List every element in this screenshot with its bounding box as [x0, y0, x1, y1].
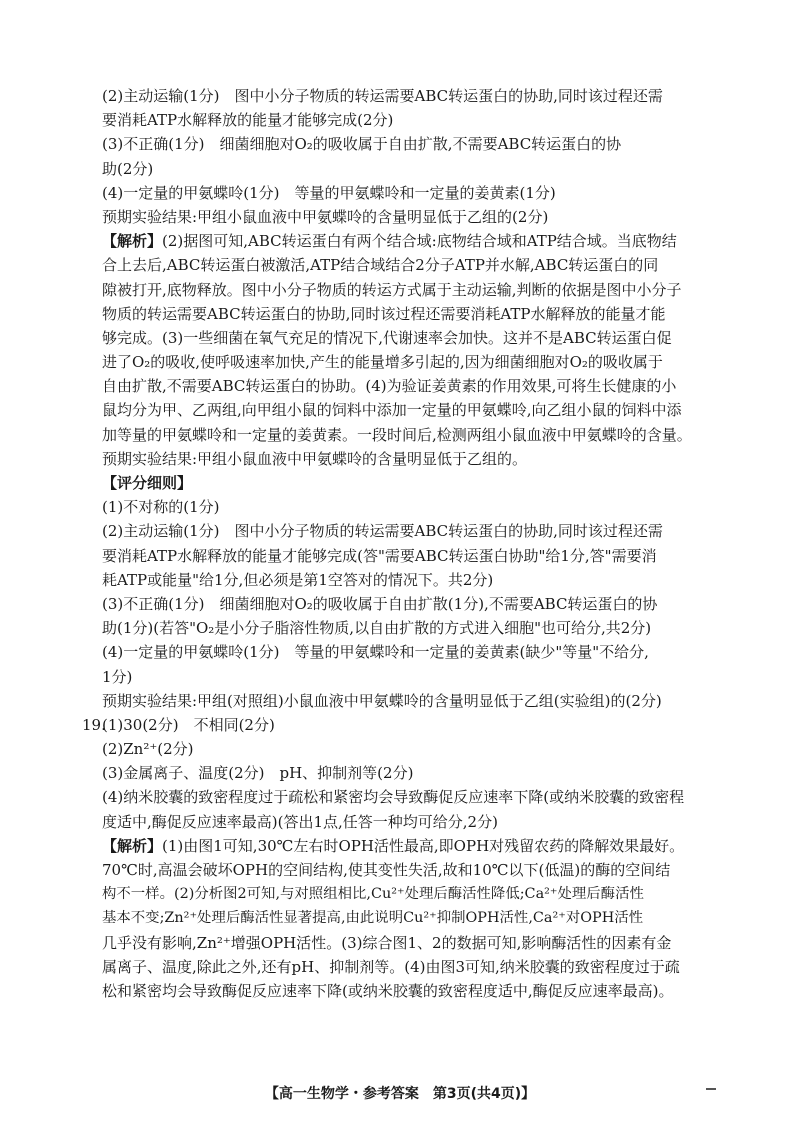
line-text: (2)主动运输(1分) 图中小分子物质的转运需要ABC转运蛋白的协助,同时该过程还需: [102, 87, 663, 105]
line-text: (2)据图可知,ABC转运蛋白有两个结合域:底物结合域和ATP结合域。当底物结: [162, 232, 677, 251]
text-line: [0, 278, 722, 302]
line-text: (2)Zn²⁺(2分): [102, 740, 194, 759]
line-text: 助(1分)(若答"O₂是小分子脂溶性物质,以自由扩散的方式进入细胞"也可给分,共2分): [102, 619, 652, 638]
text-line: [0, 350, 722, 374]
line-text: (1)不对称的(1分): [102, 498, 220, 517]
line-text: 进了O₂的吸收,使呼吸速率加快,产生的能量增多引起的,因为细菌细胞对O₂的吸收属于: [102, 353, 663, 372]
section-label: 【解析】: [102, 836, 163, 855]
line-text: (1)30(2分) 不相同(2分): [102, 715, 275, 734]
line-text: (4)纳米胶囊的致密程度过于疏松和紧密均会导致酶促反应速率下降(或纳米胶囊的致密程: [102, 788, 685, 807]
line-text: 合上去后,ABC转运蛋白被激活,ATP结合域结合2分子ATP并水解,ABC转运蛋白的同: [102, 256, 659, 275]
line-text: 够完成。(3)一些细菌在氧气充足的情况下,代谢速率会加快。这并不是ABC转运蛋白促: [102, 328, 672, 347]
text-line: [0, 447, 722, 471]
text-line: [0, 519, 722, 543]
line-text: 加等量的甲氨蝶呤和一定量的姜黄素。一段时间后,检测两组小鼠血液中甲氨蝶呤的含量。: [102, 425, 692, 444]
line-text: (3)不正确(1分) 细菌细胞对O₂的吸收属于自由扩散(1分),不需要ABC转运蛋白的协: [102, 594, 658, 613]
text-line: [0, 471, 722, 495]
line-text: 预期实验结果:甲组小鼠血液中甲氨蝶呤的含量明显低于乙组的。: [102, 449, 528, 468]
line-text: 预期实验结果:甲组(对照组)小鼠血液中甲氨蝶呤的含量明显低于乙组(实验组)的(2分): [102, 691, 662, 710]
text-line: [0, 931, 722, 955]
text-line: [0, 858, 722, 882]
text-line: [0, 834, 722, 858]
line-text: 70℃时,高温会破坏OPH的空间结构,使其变性失活,故和10℃以下(低温)的酶的空间结: [102, 861, 671, 879]
line-text: 属离子、温度,除此之外,还有pH、抑制剂等。(4)由图3可知,纳米胶囊的致密程度过于疏: [102, 957, 680, 976]
line-text: 度适中,酶促反应速率最高)(答出1点,任答一种均可给分,2分): [102, 812, 498, 831]
text-line: [0, 761, 722, 785]
text-line: [0, 568, 722, 592]
line-text: (4)一定量的甲氨蝶呤(1分) 等量的甲氨蝶呤和一定量的姜黄素(1分): [102, 183, 556, 202]
text-line: [0, 640, 722, 664]
line-text: 构不一样。(2)分析图2可知,与对照组相比,Cu²⁺处理后酶活性降低;Ca²⁺处理后酶活性: [102, 886, 644, 903]
line-text: 鼠均分为甲、乙两组,向甲组小鼠的饲料中添加一定量的甲氨蝶呤,向乙组小鼠的饲料中添: [102, 401, 682, 420]
page-footer: 【高一生物学・参考答案 第3页(共4页)】: [264, 1086, 536, 1102]
text-line: [0, 495, 722, 519]
line-text: (3)金属离子、温度(2分) pH、抑制剂等(2分): [102, 764, 414, 783]
line-text: 几乎没有影响,Zn²⁺增强OPH活性。(3)综合图1、2的数据可知,影响酶活性的因素有金: [102, 933, 672, 952]
text-line: [0, 326, 722, 350]
answer-text-body: [0, 84, 800, 1003]
line-text: (1)由图1可知,30℃左右时OPH活性最高,即OPH对残留农药的降解效果最好。: [162, 836, 685, 855]
text-line: [0, 423, 722, 447]
line-text: (4)一定量的甲氨蝶呤(1分) 等量的甲氨蝶呤和一定量的姜黄素(缺少"等量"不给分,: [102, 643, 649, 662]
text-line: [0, 665, 722, 689]
line-text: 1分): [102, 667, 133, 686]
line-text: 自由扩散,不需要ABC转运蛋白的协助。(4)为验证姜黄素的作用效果,可将生长健康的小: [102, 377, 677, 396]
text-line: [0, 737, 722, 761]
text-line: [0, 205, 722, 229]
text-line: [0, 398, 722, 422]
text-line: [0, 108, 722, 132]
text-line: [0, 979, 722, 1003]
text-line: [0, 181, 722, 205]
line-text: 要消耗ATP水解释放的能量才能够完成(答"需要ABC转运蛋白协助"给1分,答"需要消: [102, 546, 657, 565]
text-line: [0, 229, 722, 253]
line-text: (3)不正确(1分) 细菌细胞对O₂的吸收属于自由扩散,不需要ABC转运蛋白的协: [102, 135, 622, 154]
section-label: 【评分细则】: [102, 474, 193, 492]
question-number: 19.: [82, 715, 106, 734]
line-text: (2)主动运输(1分) 图中小分子物质的转运需要ABC转运蛋白的协助,同时该过程还需: [102, 522, 663, 541]
text-line: [0, 302, 722, 326]
line-text: 基本不变;Zn²⁺处理后酶活性显著提高,由此说明Cu²⁺抑制OPH活性,Ca²⁺对OPH活性: [102, 910, 644, 927]
text-line: [0, 810, 722, 834]
text-line: [0, 84, 722, 108]
text-line: [0, 785, 722, 809]
text-line: [0, 616, 722, 640]
text-line: [0, 157, 722, 181]
line-text: 助(2分): [102, 159, 154, 178]
line-text: 松和紧密均会导致酶促反应速率下降(或纳米胶囊的致密程度适中,酶促反应速率最高)。: [102, 981, 674, 1000]
section-label: 【解析】: [102, 232, 163, 251]
line-text: 要消耗ATP水解释放的能量才能够完成(2分): [102, 111, 394, 130]
scan-mark: [706, 1088, 716, 1090]
text-line: [0, 713, 722, 737]
text-line: [0, 882, 722, 906]
text-line: [0, 689, 722, 713]
line-text: 物质的转运需要ABC转运蛋白的协助,同时该过程还需要消耗ATP水解释放的能量才能: [102, 304, 666, 323]
line-text: 耗ATP或能量"给1分,但必须是第1空答对的情况下。共2分): [102, 570, 494, 589]
text-line: [0, 132, 722, 156]
text-line: [0, 374, 722, 398]
text-line: [0, 544, 722, 568]
text-line: [0, 955, 722, 979]
text-line: [0, 592, 722, 616]
line-text: 预期实验结果:甲组小鼠血液中甲氨蝶呤的含量明显低于乙组的(2分): [102, 207, 549, 226]
text-line: [0, 906, 722, 930]
text-line: [0, 253, 722, 277]
line-text: 隙被打开,底物释放。图中小分子物质的转运方式属于主动运输,判断的依据是图中小分子: [102, 280, 682, 299]
